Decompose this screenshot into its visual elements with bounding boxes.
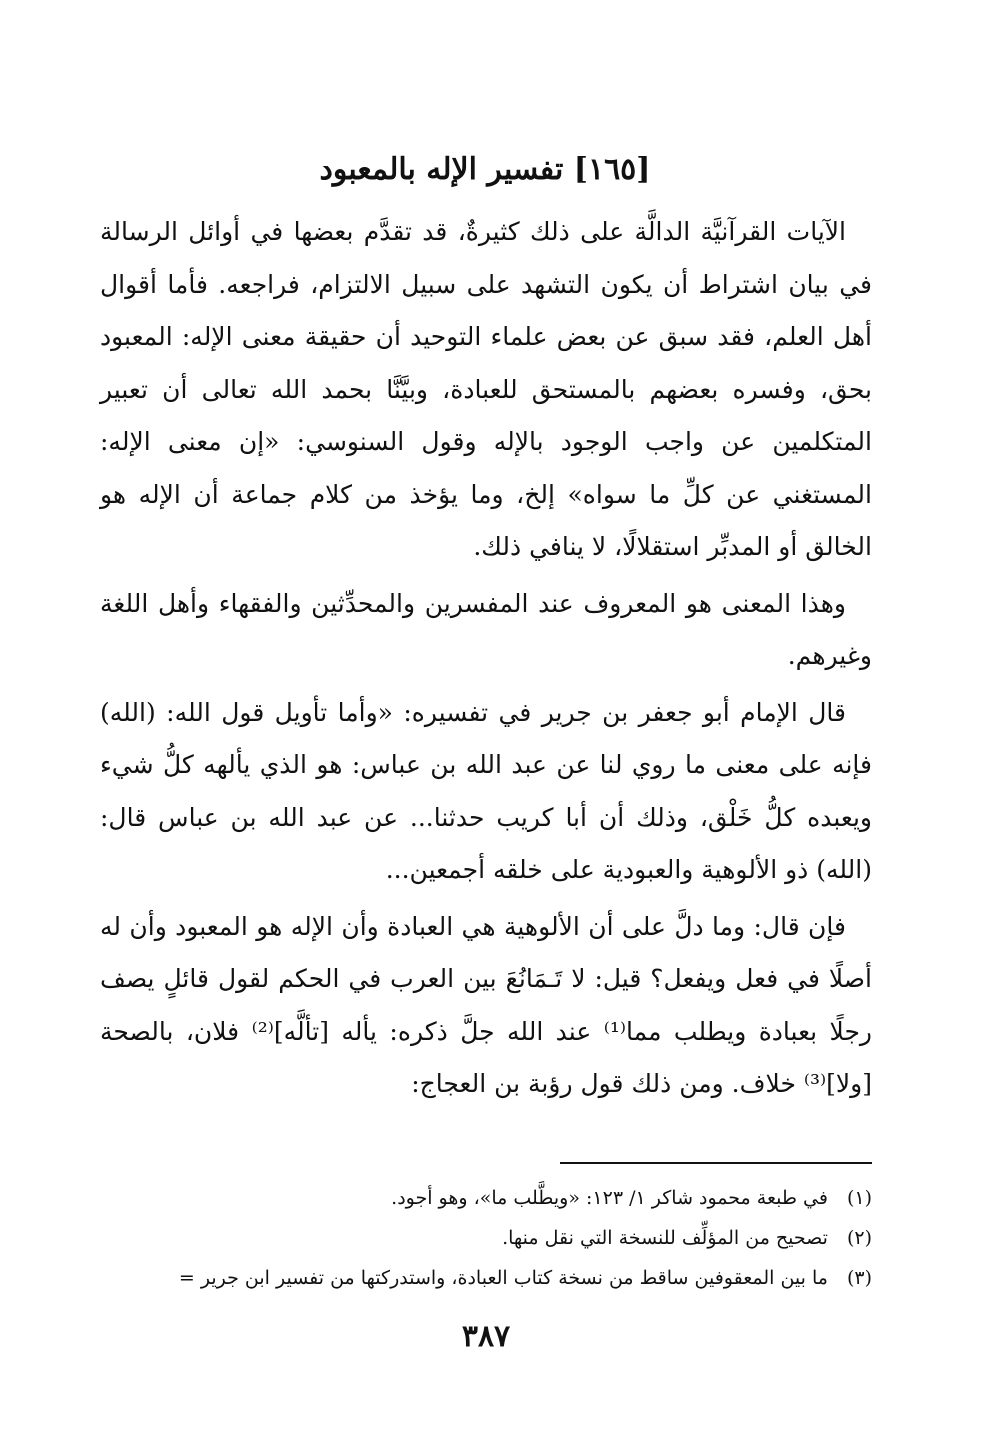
section-heading: [١٦٥] تفسير الإله بالمعبود (319, 152, 651, 187)
footnote-text: تصحيح من المؤلِّف للنسخة التي نقل منها. (502, 1227, 828, 1249)
paragraph-4: فإن قال: وما دلَّ على أن الألوهية هي العبادة وأن الإله هو المعبود وأن له أصلًا في فعل ويفعل؟ قيل: لا تَـمَانُعَ بين العرب في الحكم لقول قائلٍ يصف رجلًا بعبادة ويطلب مما⁽¹⁾ عند الله جلَّ ذكره: يأله [تألَّه]⁽²⁾ فلان، بالصحة [ولا]⁽³⁾ خلاف. ومن ذلك قول رؤبة بن العجاج: (100, 911, 872, 1098)
footnote-1 (60, 1178, 872, 1218)
footnote-2 (60, 1218, 872, 1258)
paragraph-1: الآيات القرآنيَّة الدالَّة على ذلك كثيرةٌ، قد تقدَّم بعضها في أوائل الرسالة في بيان اشتراط أن يكون التشهد على سبيل الالتزام، فراجعه. فأما أقوال أهل العلم، فقد سبق عن بعض علماء التوحيد أن حقيقة معنى الإله: المعبود بحق، وفسره بعضهم بالمستحق للعبادة، وبيَّنَّا بحمد الله تعالى أن تعبير المتكلمين عن واجب الوجود بالإله وقول السنوسي: «إن معنى الإله: المستغني عن كلِّ ما سواه» إلخ، وما يؤخذ من كلام جماعة أن الإله هو الخالق أو المدبِّر استقلالًا، لا ينافي ذلك. (100, 217, 872, 561)
footnote-text: في طبعة محمود شاكر ١/ ١٢٣: «ويطَّلب ما»، وهو أجود. (391, 1187, 828, 1209)
footnote-number: (٣) (846, 1267, 872, 1289)
footnote-text: ما بين المعقوفين ساقط من نسخة كتاب العبادة، واستدركتها من تفسير ابن جرير = (178, 1267, 828, 1289)
paragraph-2: وهذا المعنى هو المعروف عند المفسرين والمحدِّثين والفقهاء وأهل اللغة وغيرهم. (100, 588, 872, 670)
footnote-divider (560, 1162, 872, 1164)
footnote-number: (١) (846, 1187, 872, 1209)
footnotes (60, 1178, 872, 1298)
body-text (100, 206, 872, 1115)
paragraph-3: قال الإمام أبو جعفر بن جرير في تفسيره: «وأما تأويل قول الله: (الله) فإنه على معنى ما روي لنا عن عبد الله بن عباس: هو الذي يألهه كلُّ شيء ويعبده كلُّ خَلْق، وذلك أن أبا كريب حدثنا... عن عبد الله بن عباس قال: (الله) ذو الألوهية والعبودية على خلقه أجمعين... (100, 697, 872, 884)
footnote-number: (٢) (846, 1227, 872, 1249)
footnote-3 (60, 1258, 872, 1298)
page-number: ٣٨٧ (461, 1319, 511, 1354)
